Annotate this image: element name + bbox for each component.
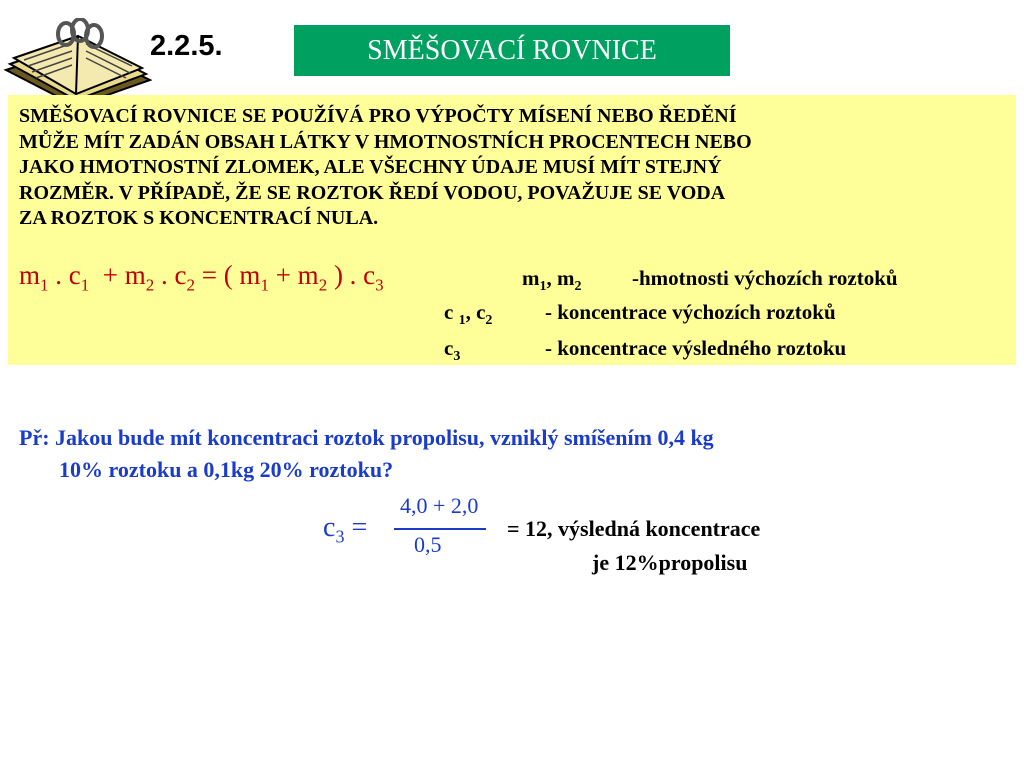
calc-result-line2: je 12%propolisu [592,550,748,575]
question-line: 10% roztoku a 0,1kg 20% roztoku? [59,457,394,482]
mixing-equation: $m_1$ . $c_1 + m_2$ . $c_2$ = ( $m_1 + m_2$ ) . $c_3$ [19,260,384,295]
fraction-bar [394,528,486,530]
fraction-denominator: 0,5 [414,532,442,557]
section-number: 2.2.5. [150,30,223,62]
legend-c-desc: - koncentrace výchozích roztoků [545,300,836,324]
legend-c: c $_1$, $c_2$ [444,300,493,329]
intro-line: JAKO HMOTNOSTNÍ ZLOMEK, ALE VŠECHNY ÚDAJE MUSÍ MÍT STEJNÝ [19,156,722,178]
intro-line: ZA ROZTOK S KONCENTRACÍ NULA. [19,207,379,229]
question-line: Př: Jakou bude mít koncentraci roztok propolisu, vzniklý smíšením 0,4 kg [19,425,714,450]
example-question [19,422,1009,486]
calc-result: = 12, výsledná koncentrace [507,516,761,541]
intro-line: MŮŽE MÍT ZADÁN OBSAH LÁTKY V HMOTNOSTNÍCH PROCENTECH NEBO [19,130,752,153]
intro-text [19,104,1009,232]
legend-m: $m_1$, $m_2$ [522,266,582,295]
fraction-numerator: 4,0 + 2,0 [400,493,479,518]
legend-m-desc: -hmotnosti výchozích roztoků [632,266,898,290]
page-title: SMĚŠOVACÍ ROVNICE [294,25,730,76]
legend-c3: $c_3$ [444,336,461,365]
intro-line: ROZMĚR. V PŘÍPADĚ, ŽE SE ROZTOK ŘEDÍ VODOU, POVAŽUJE SE VODA [19,181,726,204]
intro-line: SMĚŠOVACÍ ROVNICE SE POUŽÍVÁ PRO VÝPOČTY MÍSENÍ NEBO ŘEDĚNÍ [19,105,737,127]
calc-c3-label: $c_3$ = [323,512,368,547]
legend-c3-desc: - koncentrace výsledného roztoku [545,336,847,360]
